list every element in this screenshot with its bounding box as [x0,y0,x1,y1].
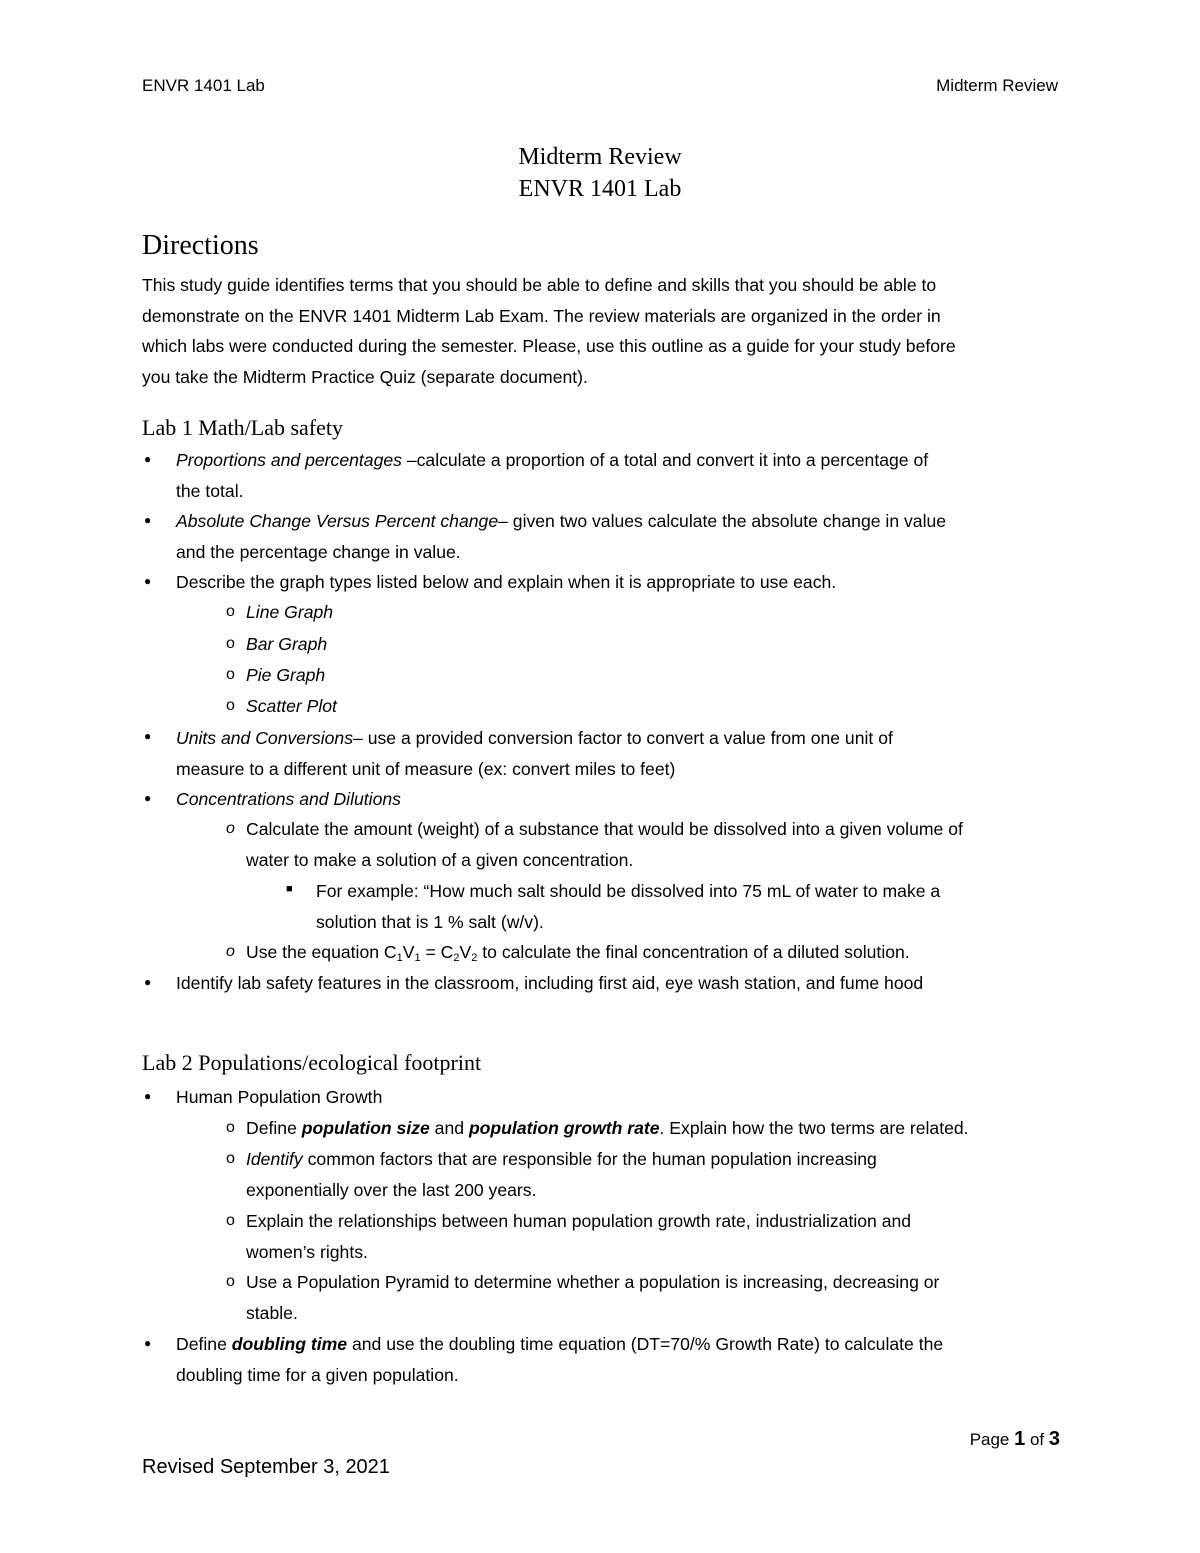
absolute-change-text: – given two values calculate the absolute change in value [498,511,947,531]
bullet-icon: ● [144,574,152,588]
dilution-equation-item: Use the equation $C_1V_1 = C_2V_2$ to calculate the final concentration of a diluted solution. [246,942,910,964]
concentration-calc-text: Calculate the amount (weight) of a substance that would be dissolved into a given volume of [246,819,963,839]
population-size-term: population size [301,1118,430,1138]
example-text: For example: “How much salt should be dissolved into 75 mL of water to make a [316,881,941,901]
bullet-icon: ● [144,1089,152,1103]
bullet-icon: ● [144,1336,152,1350]
absolute-change-term: Absolute Change Versus Percent change [176,511,499,531]
directions-line: This study guide identifies terms that you should be able to define and skills that you should be able to [142,275,937,295]
doubling-time-item: Define doubling time and use the doubling time equation (DT=70/% Growth Rate) to calculate the doubling time for a given population. [176,1334,944,1385]
circle-bullet-icon: o [226,1273,235,1290]
lab1-heading: Lab 1 Math/Lab safety [142,415,343,440]
doc-subtitle: ENVR 1401 Lab [518,176,682,202]
revised-date: Revised September 3, 2021 [142,1456,390,1478]
graph-types-item: Describe the graph types listed below and explain when it is appropriate to use each. [176,572,837,592]
bullet-icon: ● [144,452,152,466]
population-pyramid-item: Use a Population Pyramid to determine whether a population is increasing, decreasing or stable. [246,1272,940,1323]
units-term: Units and Conversions [176,728,354,748]
units-text: – use a provided conversion factor to convert a value from one unit of [353,728,893,748]
concentration-calc-text-cont: water to make a solution of a given concentration. [246,849,634,870]
circle-bullet-icon: o [226,1212,235,1229]
doubling-time-term: doubling time [231,1334,348,1354]
circle-bullet-icon: o [226,666,235,683]
graph-type-scatter: Scatter Plot [246,696,337,716]
header-left: ENVR 1401 Lab [142,76,265,95]
bullet-icon: ● [144,729,152,743]
proportions-item [176,445,928,506]
graph-type-line: Line Graph [246,602,334,622]
concentrations-term: Concentrations and Dilutions [176,789,401,809]
doc-title: Midterm Review [518,144,682,170]
units-item [176,723,893,784]
directions-paragraph [142,270,956,392]
graph-type-bar: Bar Graph [246,634,328,654]
page-number: Page 1 of 3 [969,1428,1060,1450]
population-growth-item: Human Population Growth [176,1087,383,1107]
proportions-term: Proportions and percentages [176,450,402,470]
circle-bullet-icon: o [226,943,235,960]
directions-heading: Directions [142,230,259,261]
directions-line: demonstrate on the ENVR 1401 Midterm Lab Exam. The review materials are organized in the order in [142,305,941,326]
lab2-heading: Lab 2 Populations/ecological footprint [142,1050,482,1075]
graph-type-pie: Pie Graph [246,665,326,685]
units-text-cont: measure to a different unit of measure (ex: convert miles to feet) [176,758,676,779]
circle-bullet-icon: o [226,635,235,652]
population-growth-rate-term: population growth rate [468,1118,660,1138]
bullet-icon: ● [144,513,152,527]
example-text-cont: solution that is 1 % salt (w/v). [316,911,544,932]
header-right: Midterm Review [936,76,1058,95]
identify-factors-item: Identify common factors that are responsible for the human population increasing exponentially over the last 200 years. [246,1149,877,1200]
absolute-change-item [176,506,946,567]
example-item [316,876,940,937]
square-bullet-icon: ■ [286,883,293,895]
circle-bullet-icon: o [226,820,235,837]
absolute-change-text-cont: and the percentage change in value. [176,541,461,562]
explain-relationships-item: Explain the relationships between human population growth rate, industrialization and women’s rights. [246,1211,912,1262]
bullet-icon: ● [144,791,152,805]
circle-bullet-icon: o [226,697,235,714]
proportions-text: –calculate a proportion of a total and convert it into a percentage of [401,450,929,470]
proportions-text-cont: the total. [176,480,244,501]
safety-item: Identify lab safety features in the classroom, including first aid, eye wash station, and fume hood [176,973,924,993]
directions-line: you take the Midterm Practice Quiz (separate document). [142,366,588,387]
concentration-calc-item [246,814,963,875]
circle-bullet-icon: o [226,1150,235,1167]
directions-line: which labs were conducted during the semester. Please, use this outline as a guide for your study before [142,336,956,357]
bullet-icon: ● [144,975,152,989]
define-population-item: Define population size and population growth rate. Explain how the two terms are related. [246,1118,969,1138]
circle-bullet-icon: o [226,603,235,620]
circle-bullet-icon: o [226,1119,235,1136]
identify-term: Identify [246,1149,303,1169]
